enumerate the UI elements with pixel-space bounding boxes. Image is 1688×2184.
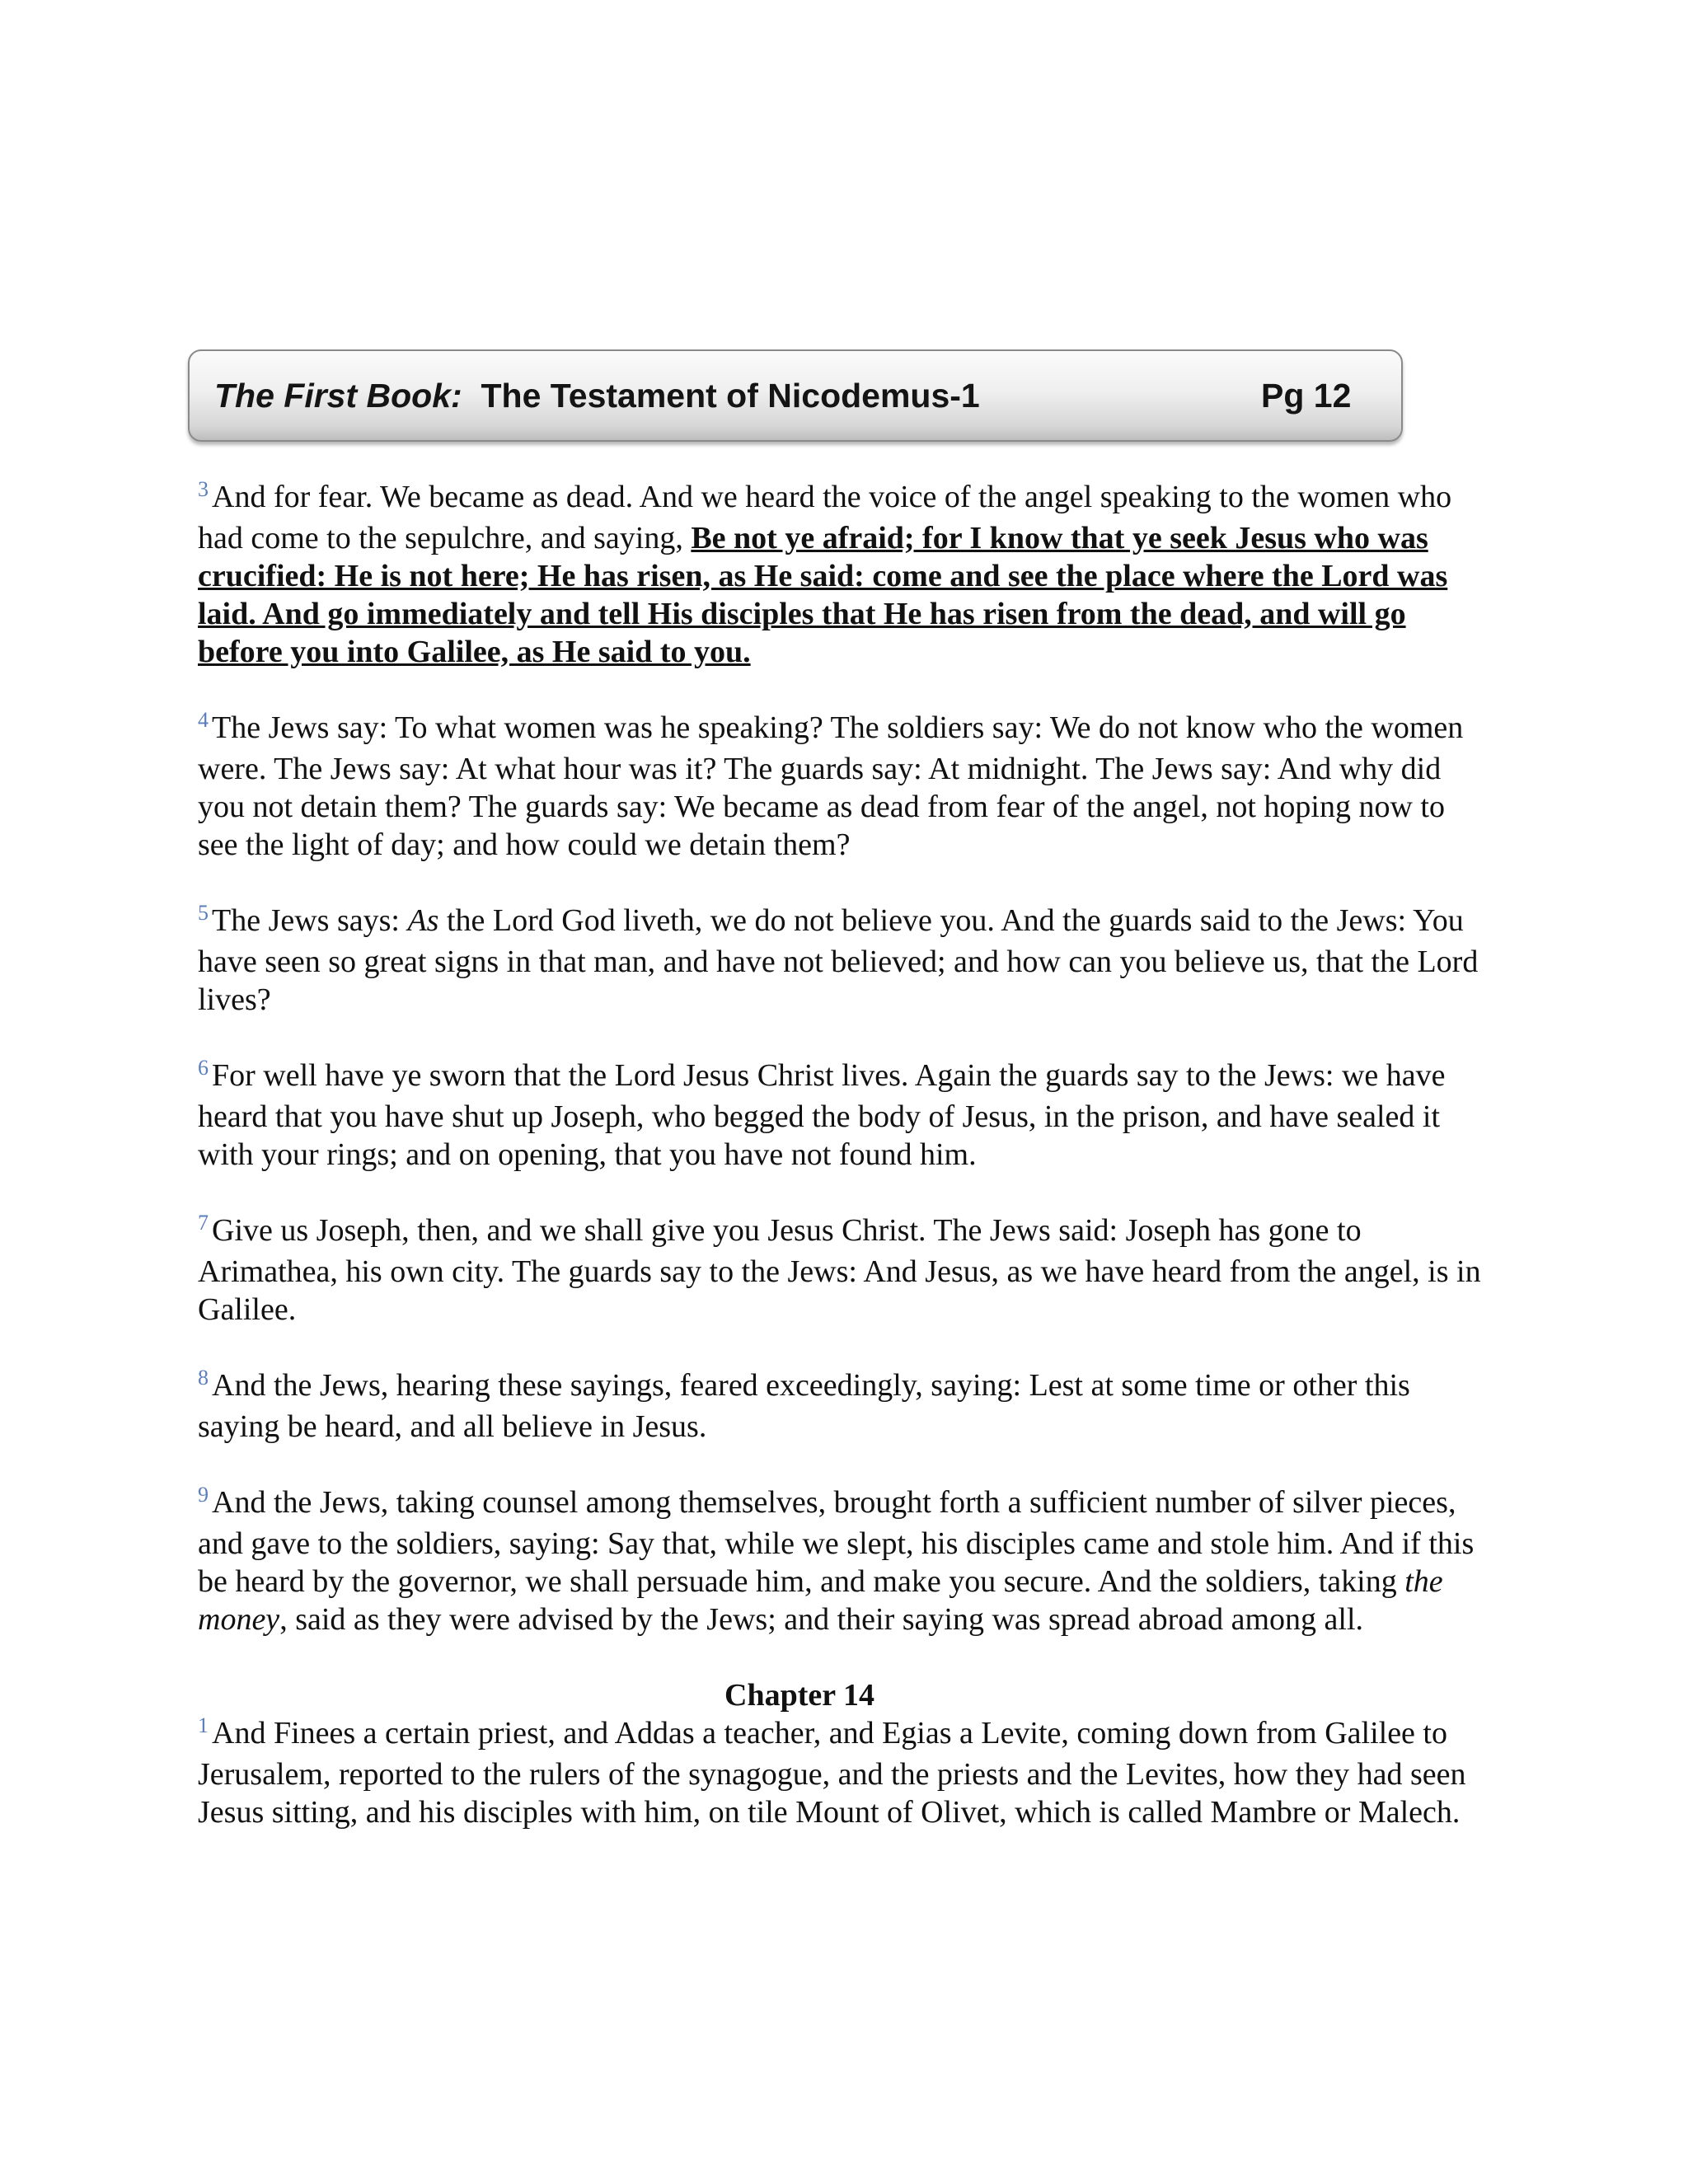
angel-speech: Be not ye afraid; for I know that ye seek Jesus who was crucified: He is not here; He has risen, as He said: come and see the place where the Lord was laid. And go immediately and tell His disciples that He has risen from the dead, and will go before you into Galilee, as He said to you.	[198, 521, 1448, 669]
verse-text-start: And the Jews, taking counsel among themselves, brought forth a sufficient number of silver pieces, and gave to the soldiers, saying: Say that, while we slept, his disciples came and stole him. And if this be heard by the governor, we shall persuade him, and make you secure. And the soldiers, taking	[198, 1485, 1475, 1599]
verse-number: 9	[198, 1483, 209, 1507]
verse-number: 1	[198, 1713, 209, 1737]
verse-text: For well have ye sworn that the Lord Jesus Christ lives. Again the guards say to the Jews: we have heard that you have shut up Joseph, who begged the body of Jesus, in the prison, and have sealed it with your rings; and on opening, that you have not found him.	[198, 1058, 1446, 1172]
verse-text: Give us Joseph, then, and we shall give you Jesus Christ. The Jews said: Joseph has gone to Arimathea, his own city. The guards say to the Jews: And Jesus, as we have heard from the angel, is in Galilee.	[198, 1213, 1481, 1327]
verse-number: 5	[198, 901, 209, 925]
verse-text: And for fear. We became as dead. And we heard the voice of the angel speaking to the women who had come to the sepulchre, and saying,	[198, 480, 1452, 555]
verse-number: 3	[198, 477, 209, 501]
verse-6	[198, 1057, 1492, 1174]
verse-italic: As	[407, 903, 439, 938]
verse-text-start: The Jews says:	[212, 903, 400, 938]
verse-number: 6	[198, 1056, 209, 1080]
page-header	[188, 349, 1403, 442]
chapter-heading: Chapter 14	[724, 1678, 874, 1713]
verse-4	[198, 709, 1492, 864]
header-title	[214, 351, 980, 440]
verse-text: And the Jews, hearing these sayings, feared exceedingly, saying: Lest at some time or other this saying be heard, and all believe in Jesus.	[198, 1368, 1410, 1444]
verse-3	[198, 478, 1492, 671]
verse-text: The Jews say: To what women was he speaking? The soldiers say: We do not know who the women were. The Jews say: At what hour was it? The guards say: At midnight. The Jews say: And why did you not detain them? The guards say: We became as dead from fear of the angel, not hoping now to see the light of day; and how could we detain them?	[198, 710, 1464, 862]
verse-number: 4	[198, 708, 209, 732]
verse-7	[198, 1212, 1492, 1329]
verse-5	[198, 902, 1492, 1019]
verse-text: And Finees a certain priest, and Addas a teacher, and Egias a Levite, coming down from Galilee to Jerusalem, reported to the rulers of the synagogue, and the priests and the Levites, how they had seen Jesus sitting, and his disciples with him, on tile Mount of Olivet, which is called Mambre or Malech.	[198, 1716, 1466, 1830]
verse-text-end: the Lord God liveth, we do not believe you. And the guards said to the Jews: You have seen so great signs in that man, and have not believed; and how can you believe us, that the Lord lives?	[198, 903, 1479, 1017]
verse-number: 7	[198, 1211, 209, 1235]
verse-number: 8	[198, 1366, 209, 1390]
verse-8	[198, 1366, 1492, 1446]
verse-italic: the money	[198, 1564, 1443, 1637]
document-body	[198, 478, 1492, 1831]
verse-text-end: , said as they were advised by the Jews; and their saying was spread abroad among all.	[279, 1602, 1364, 1637]
book-label: The First Book:	[214, 377, 462, 415]
document-title: The Testament of Nicodemus-1	[481, 377, 980, 415]
chapter-14-verse-1	[198, 1714, 1492, 1831]
page-number: Pg 12	[1261, 377, 1352, 415]
verse-9	[198, 1483, 1492, 1638]
